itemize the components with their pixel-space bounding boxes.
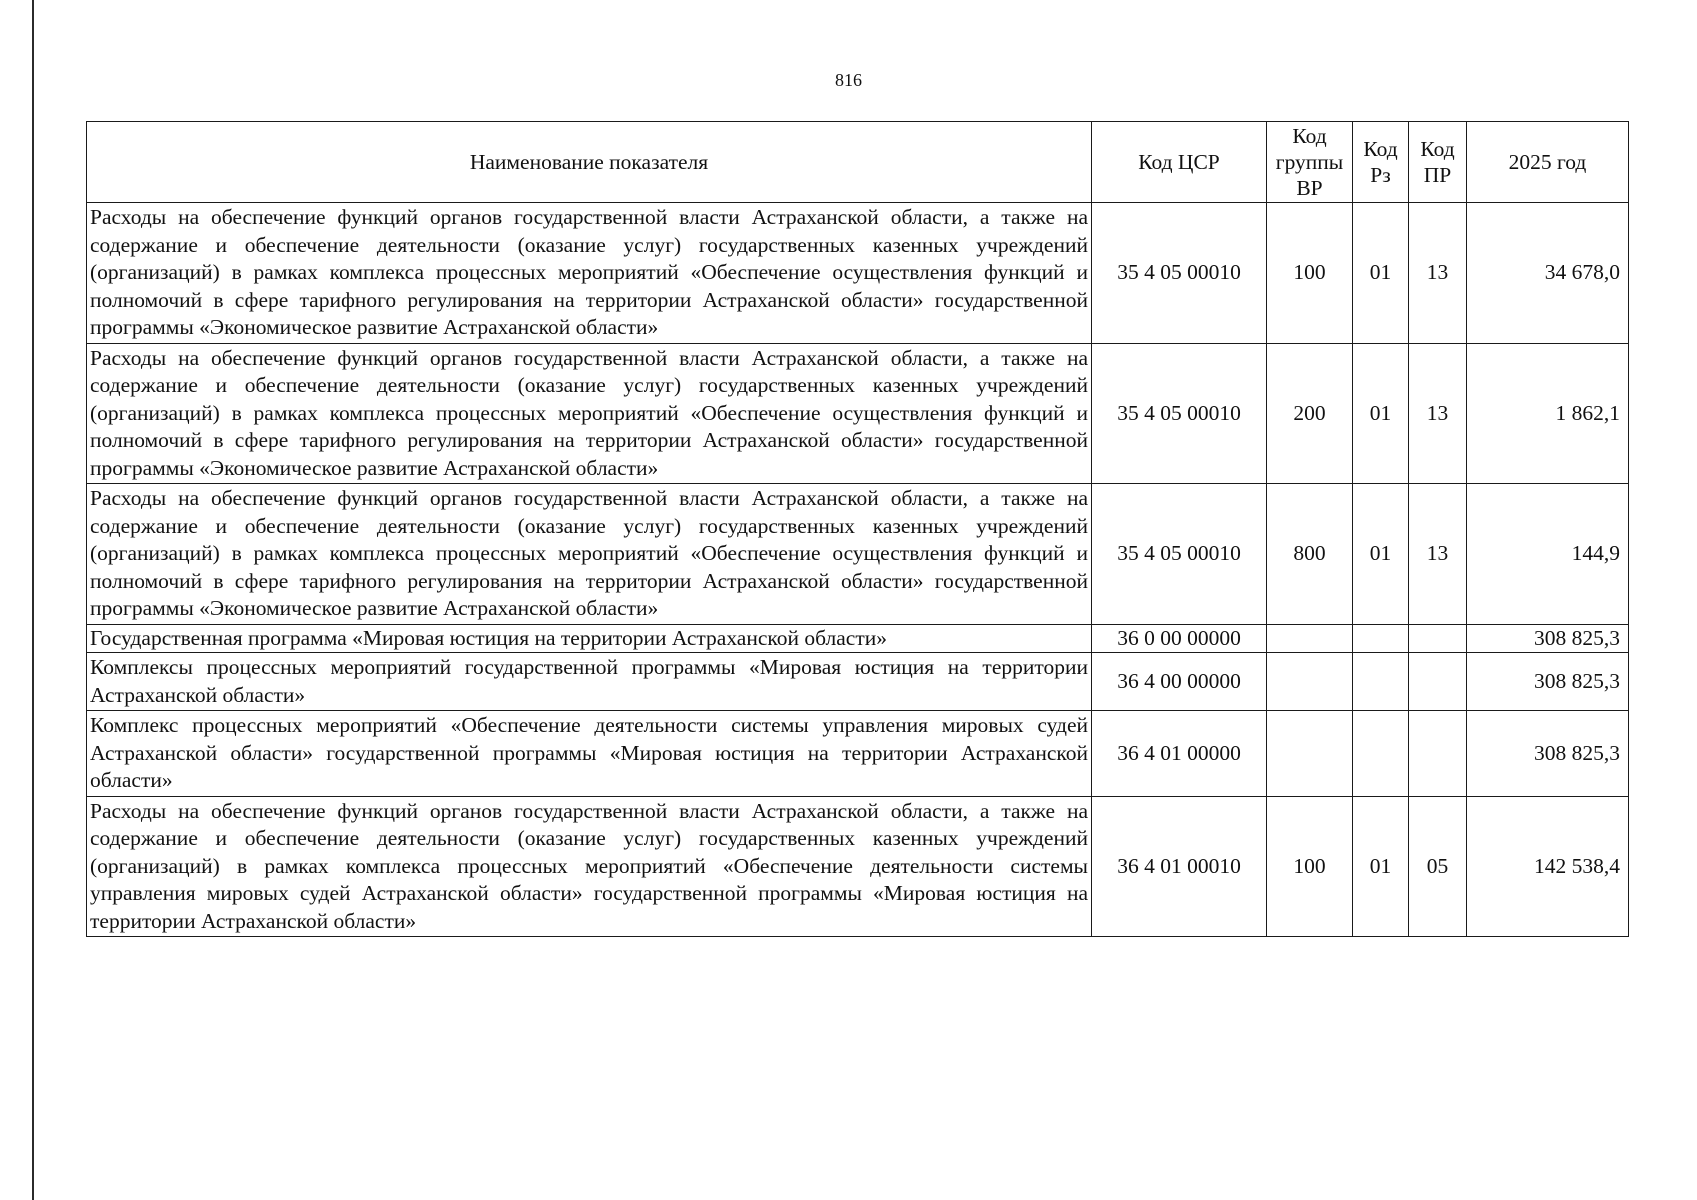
row-amount: 308 825,3 bbox=[1467, 653, 1629, 711]
row-name: Расходы на обеспечение функций органов государственной власти Астраханской области, а также на содержание и обеспечение деятельности (оказание услуг) государственных казенных учреждений (организаций) в рамках комплекса процессных мероприятий «Обеспечение осуществления функций и полномочий в сфере тарифного регулирования на территории Астраханской области» государственной программы «Экономическое развитие Астраханской области» bbox=[87, 203, 1092, 344]
row-csr: 36 4 00 00000 bbox=[1092, 653, 1267, 711]
row-name: Государственная программа «Мировая юстиция на территории Астраханской области» bbox=[87, 624, 1092, 653]
row-name: Расходы на обеспечение функций органов государственной власти Астраханской области, а также на содержание и обеспечение деятельности (оказание услуг) государственных казенных учреждений (организаций) в рамках комплекса процессных мероприятий «Обеспечение осуществления функций и полномочий в сфере тарифного регулирования на территории Астраханской области» государственной программы «Экономическое развитие Астраханской области» bbox=[87, 343, 1092, 484]
row-rz: 01 bbox=[1353, 343, 1409, 484]
row-csr: 35 4 05 00010 bbox=[1092, 343, 1267, 484]
row-rz: 01 bbox=[1353, 203, 1409, 344]
row-csr: 36 4 01 00010 bbox=[1092, 796, 1267, 937]
page-number: 816 bbox=[835, 70, 862, 90]
row-rz: 01 bbox=[1353, 796, 1409, 937]
table-header-row bbox=[87, 122, 1629, 203]
row-rz bbox=[1353, 711, 1409, 797]
budget-table bbox=[86, 121, 1629, 937]
header-rz: Код Рз bbox=[1353, 122, 1409, 203]
row-name: Комплекс процессных мероприятий «Обеспечение деятельности системы управления мировых судей Астраханской области» государственной программы «Мировая юстиция на территории Астраханской области» bbox=[87, 711, 1092, 797]
row-pr bbox=[1409, 653, 1467, 711]
header-vr: Код группы ВР bbox=[1267, 122, 1353, 203]
row-csr: 35 4 05 00010 bbox=[1092, 484, 1267, 625]
row-name: Комплексы процессных мероприятий государственной программы «Мировая юстиция на территории Астраханской области» bbox=[87, 653, 1092, 711]
row-amount: 34 678,0 bbox=[1467, 203, 1629, 344]
row-amount: 1 862,1 bbox=[1467, 343, 1629, 484]
page-left-edge-rule bbox=[32, 0, 34, 1200]
row-vr bbox=[1267, 711, 1353, 797]
row-amount: 308 825,3 bbox=[1467, 624, 1629, 653]
row-pr: 13 bbox=[1409, 343, 1467, 484]
row-csr: 36 4 01 00000 bbox=[1092, 711, 1267, 797]
row-amount: 144,9 bbox=[1467, 484, 1629, 625]
header-csr: Код ЦСР bbox=[1092, 122, 1267, 203]
row-vr: 100 bbox=[1267, 203, 1353, 344]
row-name: Расходы на обеспечение функций органов государственной власти Астраханской области, а также на содержание и обеспечение деятельности (оказание услуг) государственных казенных учреждений (организаций) в рамках комплекса процессных мероприятий «Обеспечение деятельности системы управления мировых судей Астраханской области» государственной программы «Мировая юстиция на территории Астраханской области» bbox=[87, 796, 1092, 937]
table-row bbox=[87, 203, 1629, 344]
row-rz bbox=[1353, 653, 1409, 711]
row-amount: 142 538,4 bbox=[1467, 796, 1629, 937]
row-vr bbox=[1267, 653, 1353, 711]
row-vr: 800 bbox=[1267, 484, 1353, 625]
budget-table-container bbox=[86, 121, 1628, 937]
row-pr bbox=[1409, 624, 1467, 653]
row-vr bbox=[1267, 624, 1353, 653]
row-name: Расходы на обеспечение функций органов государственной власти Астраханской области, а также на содержание и обеспечение деятельности (оказание услуг) государственных казенных учреждений (организаций) в рамках комплекса процессных мероприятий «Обеспечение осуществления функций и полномочий в сфере тарифного регулирования на территории Астраханской области» государственной программы «Экономическое развитие Астраханской области» bbox=[87, 484, 1092, 625]
table-row bbox=[87, 343, 1629, 484]
row-pr: 13 bbox=[1409, 203, 1467, 344]
table-row bbox=[87, 796, 1629, 937]
row-csr: 35 4 05 00010 bbox=[1092, 203, 1267, 344]
row-csr: 36 0 00 00000 bbox=[1092, 624, 1267, 653]
header-name: Наименование показателя bbox=[87, 122, 1092, 203]
row-pr bbox=[1409, 711, 1467, 797]
header-pr: Код ПР bbox=[1409, 122, 1467, 203]
row-rz bbox=[1353, 624, 1409, 653]
table-row bbox=[87, 484, 1629, 625]
row-pr: 05 bbox=[1409, 796, 1467, 937]
row-pr: 13 bbox=[1409, 484, 1467, 625]
row-vr: 200 bbox=[1267, 343, 1353, 484]
row-vr: 100 bbox=[1267, 796, 1353, 937]
table-row bbox=[87, 711, 1629, 797]
table-row bbox=[87, 653, 1629, 711]
row-rz: 01 bbox=[1353, 484, 1409, 625]
table-row bbox=[87, 624, 1629, 653]
header-year: 2025 год bbox=[1467, 122, 1629, 203]
row-amount: 308 825,3 bbox=[1467, 711, 1629, 797]
